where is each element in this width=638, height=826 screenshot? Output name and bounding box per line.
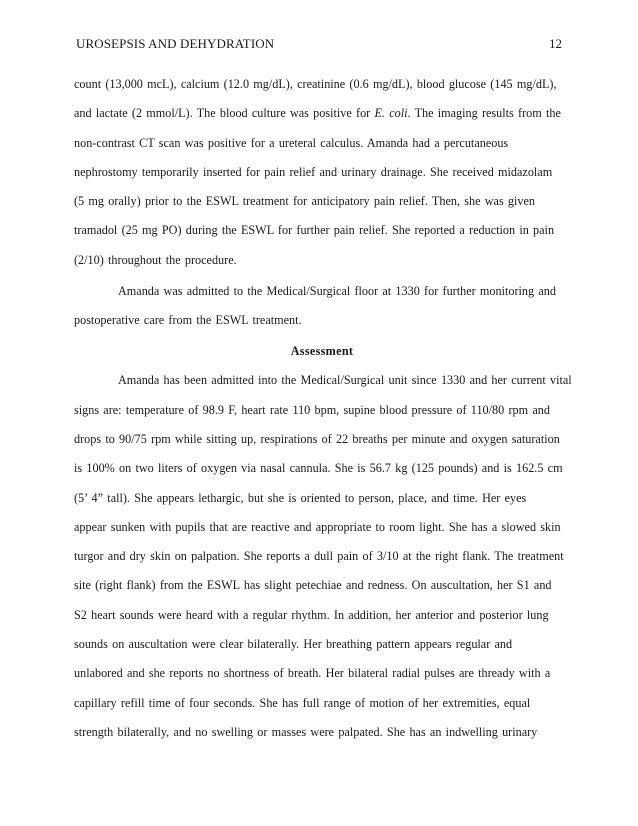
organism-name: E. coli xyxy=(374,106,408,121)
paragraph-line: is 100% on two liters of oxygen via nasal cannula. She is 56.7 kg (125 pounds) and is 162.5 cm xyxy=(74,461,563,476)
paragraph-line: capillary refill time of four seconds. She has full range of motion of her extremities, equal xyxy=(74,695,531,710)
paragraph-line: turgor and dry skin on palpation. She reports a dull pain of 3/10 at the right flank. The treatment xyxy=(74,549,564,564)
paragraph-line: sounds on auscultation were clear bilaterally. Her breathing pattern appears regular and xyxy=(74,637,513,652)
section-heading: Assessment xyxy=(290,344,354,359)
paragraph-line: S2 heart sounds were heard with a regular rhythm. In addition, her anterior and posterior lung xyxy=(74,607,549,622)
page-number: 12 xyxy=(549,36,562,51)
paragraph-line: Amanda has been admitted into the Medical/Surgical unit since 1330 and her current vital xyxy=(118,373,572,388)
paragraph-line: appear sunken with pupils that are reactive and appropriate to room light. She has a slowed skin xyxy=(74,519,561,534)
paragraph-line: Amanda was admitted to the Medical/Surgical floor at 1330 for further monitoring and xyxy=(118,283,556,298)
paragraph-line: (5’ 4” tall). She appears lethargic, but she is oriented to person, place, and time. Her eyes xyxy=(74,490,527,505)
paragraph-line: unlabored and she reports no shortness of breath. Her bilateral radial pulses are thready with a xyxy=(74,666,551,681)
paragraph-line: non-contrast CT scan was positive for a ureteral calculus. Amanda had a percutaneous xyxy=(74,135,509,150)
running-head: UROSEPSIS AND DEHYDRATION xyxy=(76,36,275,51)
document-body xyxy=(74,76,570,753)
paragraph-line: (5 mg orally) prior to the ESWL treatment for anticipatory pain relief. Then, she was given xyxy=(74,194,536,209)
paragraph-line: tramadol (25 mg PO) during the ESWL for further pain relief. She reported a reduction in pain xyxy=(74,223,555,238)
page-header xyxy=(74,36,564,56)
paragraph-line: site (right flank) from the ESWL has slight petechiae and redness. On auscultation, her S1 and xyxy=(74,578,552,593)
paragraph-line: postoperative care from the ESWL treatment. xyxy=(74,313,302,328)
text-run: . The imaging results from the xyxy=(407,106,561,121)
paragraph-line xyxy=(74,105,570,134)
paragraph-line: nephrostomy temporarily inserted for pain relief and urinary drainage. She received midazolam xyxy=(74,164,553,179)
paragraph-line: count (13,000 mcL), calcium (12.0 mg/dL), creatinine (0.6 mg/dL), blood glucose (145 mg/dL), xyxy=(74,77,557,91)
paragraph-line: drops to 90/75 rpm while sitting up, respirations of 22 breaths per minute and oxygen saturation xyxy=(74,431,560,446)
paragraph-line: signs are: temperature of 98.9 F, heart rate 110 bpm, supine blood pressure of 110/80 rpm and xyxy=(74,402,550,417)
paragraph-line: (2/10) throughout the procedure. xyxy=(74,252,237,267)
text-run: and lactate (2 mmol/L). The blood culture was positive for xyxy=(74,106,375,121)
paragraph-line: strength bilaterally, and no swelling or masses were palpated. She has an indwelling urinary xyxy=(74,724,538,739)
